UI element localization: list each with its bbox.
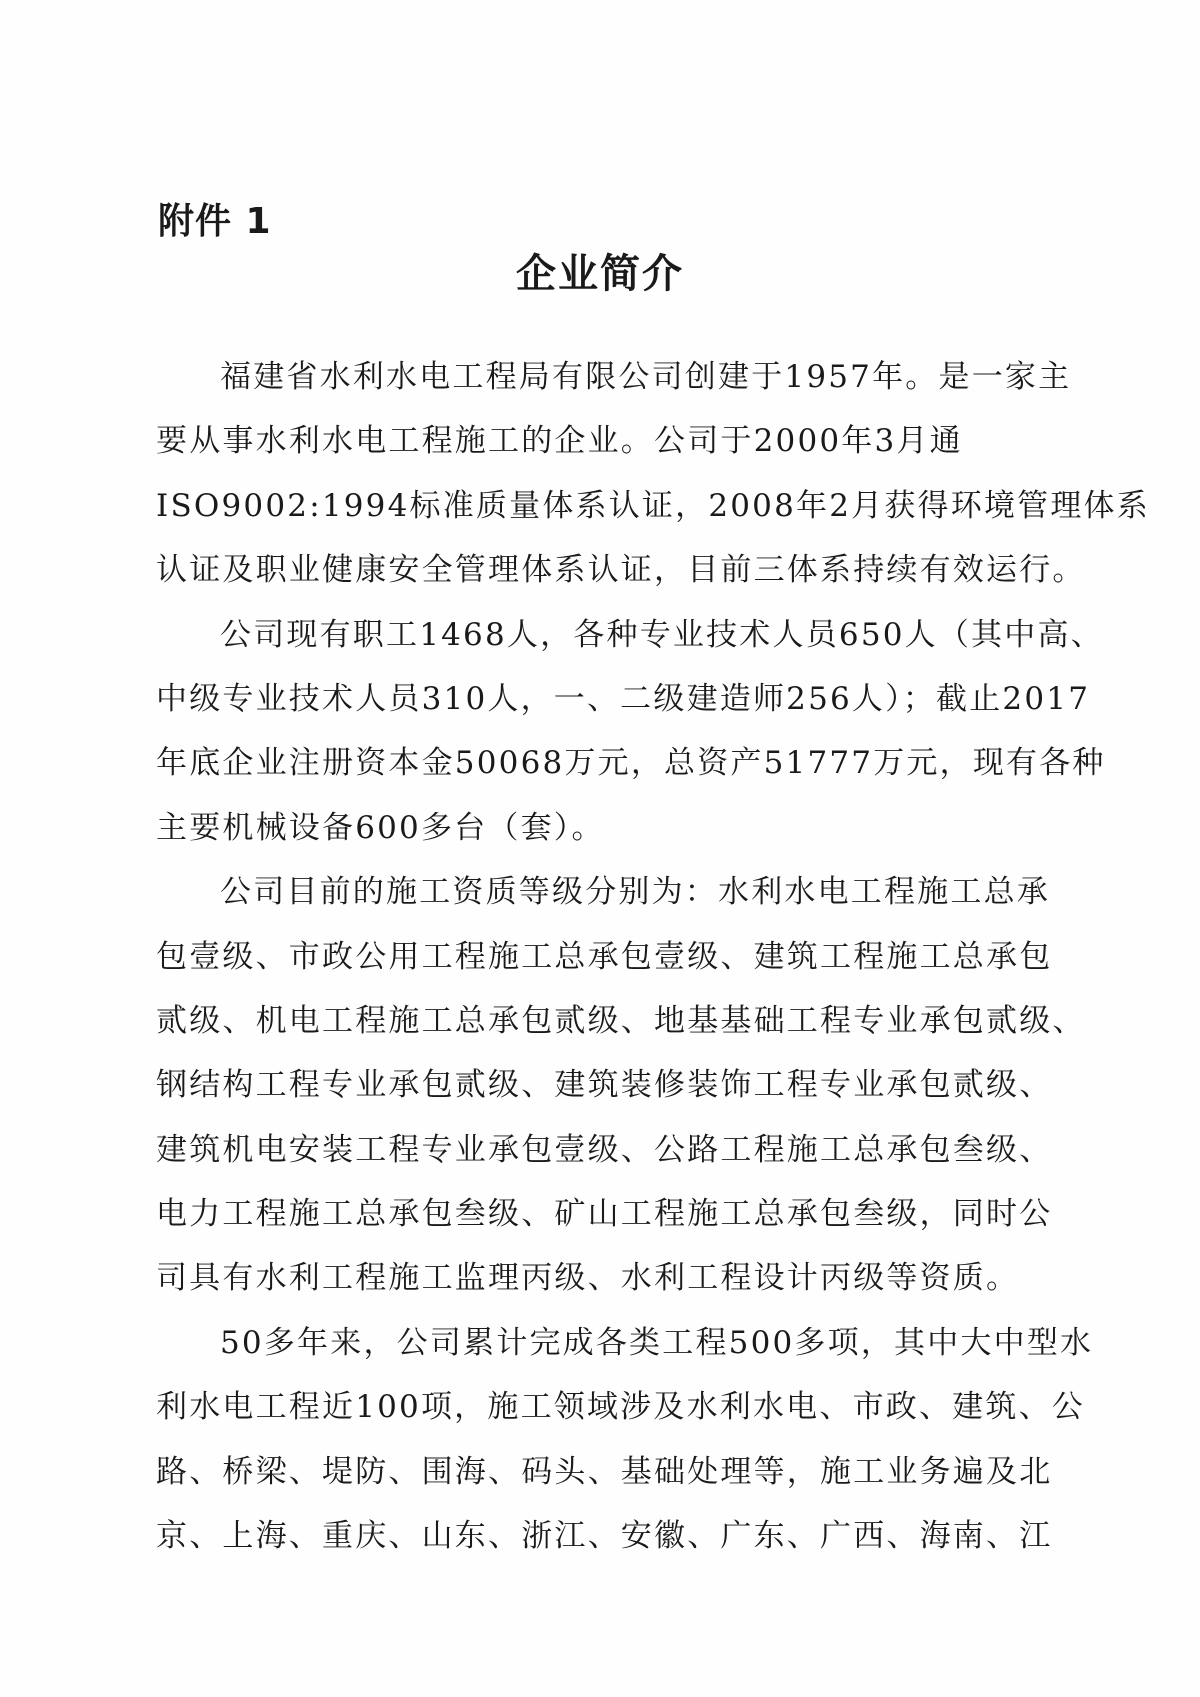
paragraph-3-line-6: 电力工程施工总承包叁级、矿山工程施工总承包叁级，同时公: [156, 1196, 1053, 1233]
paragraph-1-line-1: 福建省水利水电工程局有限公司创建于1957年。是一家主: [220, 359, 1072, 395]
paragraph-4-line-1: 50多年来，公司累计完成各类工程500多项，其中大中型水: [220, 1324, 1094, 1361]
paragraph-4-line-2: 利水电工程近100项，施工领域涉及水利水电、市政、建筑、公: [156, 1389, 1085, 1426]
paragraph-3-line-7: 司具有水利工程施工监理丙级、水利工程设计丙级等资质。: [156, 1260, 1020, 1297]
paragraph-1-line-2: 要从事水利水电工程施工的企业。公司于2000年3月通: [156, 423, 963, 460]
paragraph-2-line-3: 年底企业注册资本金50068万元，总资产51777万元，现有各种: [156, 745, 1106, 782]
paragraph-2-line-2: 中级专业技术人员310人，一、二级建造师256人）；截止2017: [156, 680, 1091, 717]
paragraph-4-line-3: 路、桥梁、堤防、围海、码头、基础处理等，施工业务遍及北: [156, 1453, 1053, 1490]
paragraph-1-line-4: 认证及职业健康安全管理体系认证，目前三体系持续有效运行。: [156, 552, 1086, 589]
paragraph-3-line-2: 包壹级、市政公用工程施工总承包壹级、建筑工程施工总承包: [156, 938, 1053, 975]
paragraph-3-line-1: 公司目前的施工资质等级分别为：水利水电工程施工总承: [220, 874, 1050, 911]
paragraph-2-line-1: 公司现有职工1468人，各种专业技术人员650人（其中高、: [220, 616, 1104, 653]
paragraph-1-line-3: ISO9002:1994标准质量体系认证，2008年2月获得环境管理体系: [156, 487, 1150, 524]
paragraph-2-line-4: 主要机械设备600多台（套）。: [156, 809, 605, 846]
paragraph-3-line-4: 钢结构工程专业承包贰级、建筑装修装饰工程专业承包贰级、: [156, 1067, 1053, 1104]
document-body: [156, 355, 1150, 1578]
paragraph-3-line-3: 贰级、机电工程施工总承包贰级、地基基础工程专业承包贰级、: [156, 1002, 1086, 1039]
paragraph-3-line-5: 建筑机电安装工程专业承包壹级、公路工程施工总承包叁级、: [156, 1131, 1053, 1168]
attachment-label: 附件 1: [158, 201, 272, 242]
document-title: 企业简介: [516, 251, 684, 297]
paragraph-4-line-4: 京、上海、重庆、山东、浙江、安徽、广东、广西、海南、江: [156, 1518, 1053, 1555]
